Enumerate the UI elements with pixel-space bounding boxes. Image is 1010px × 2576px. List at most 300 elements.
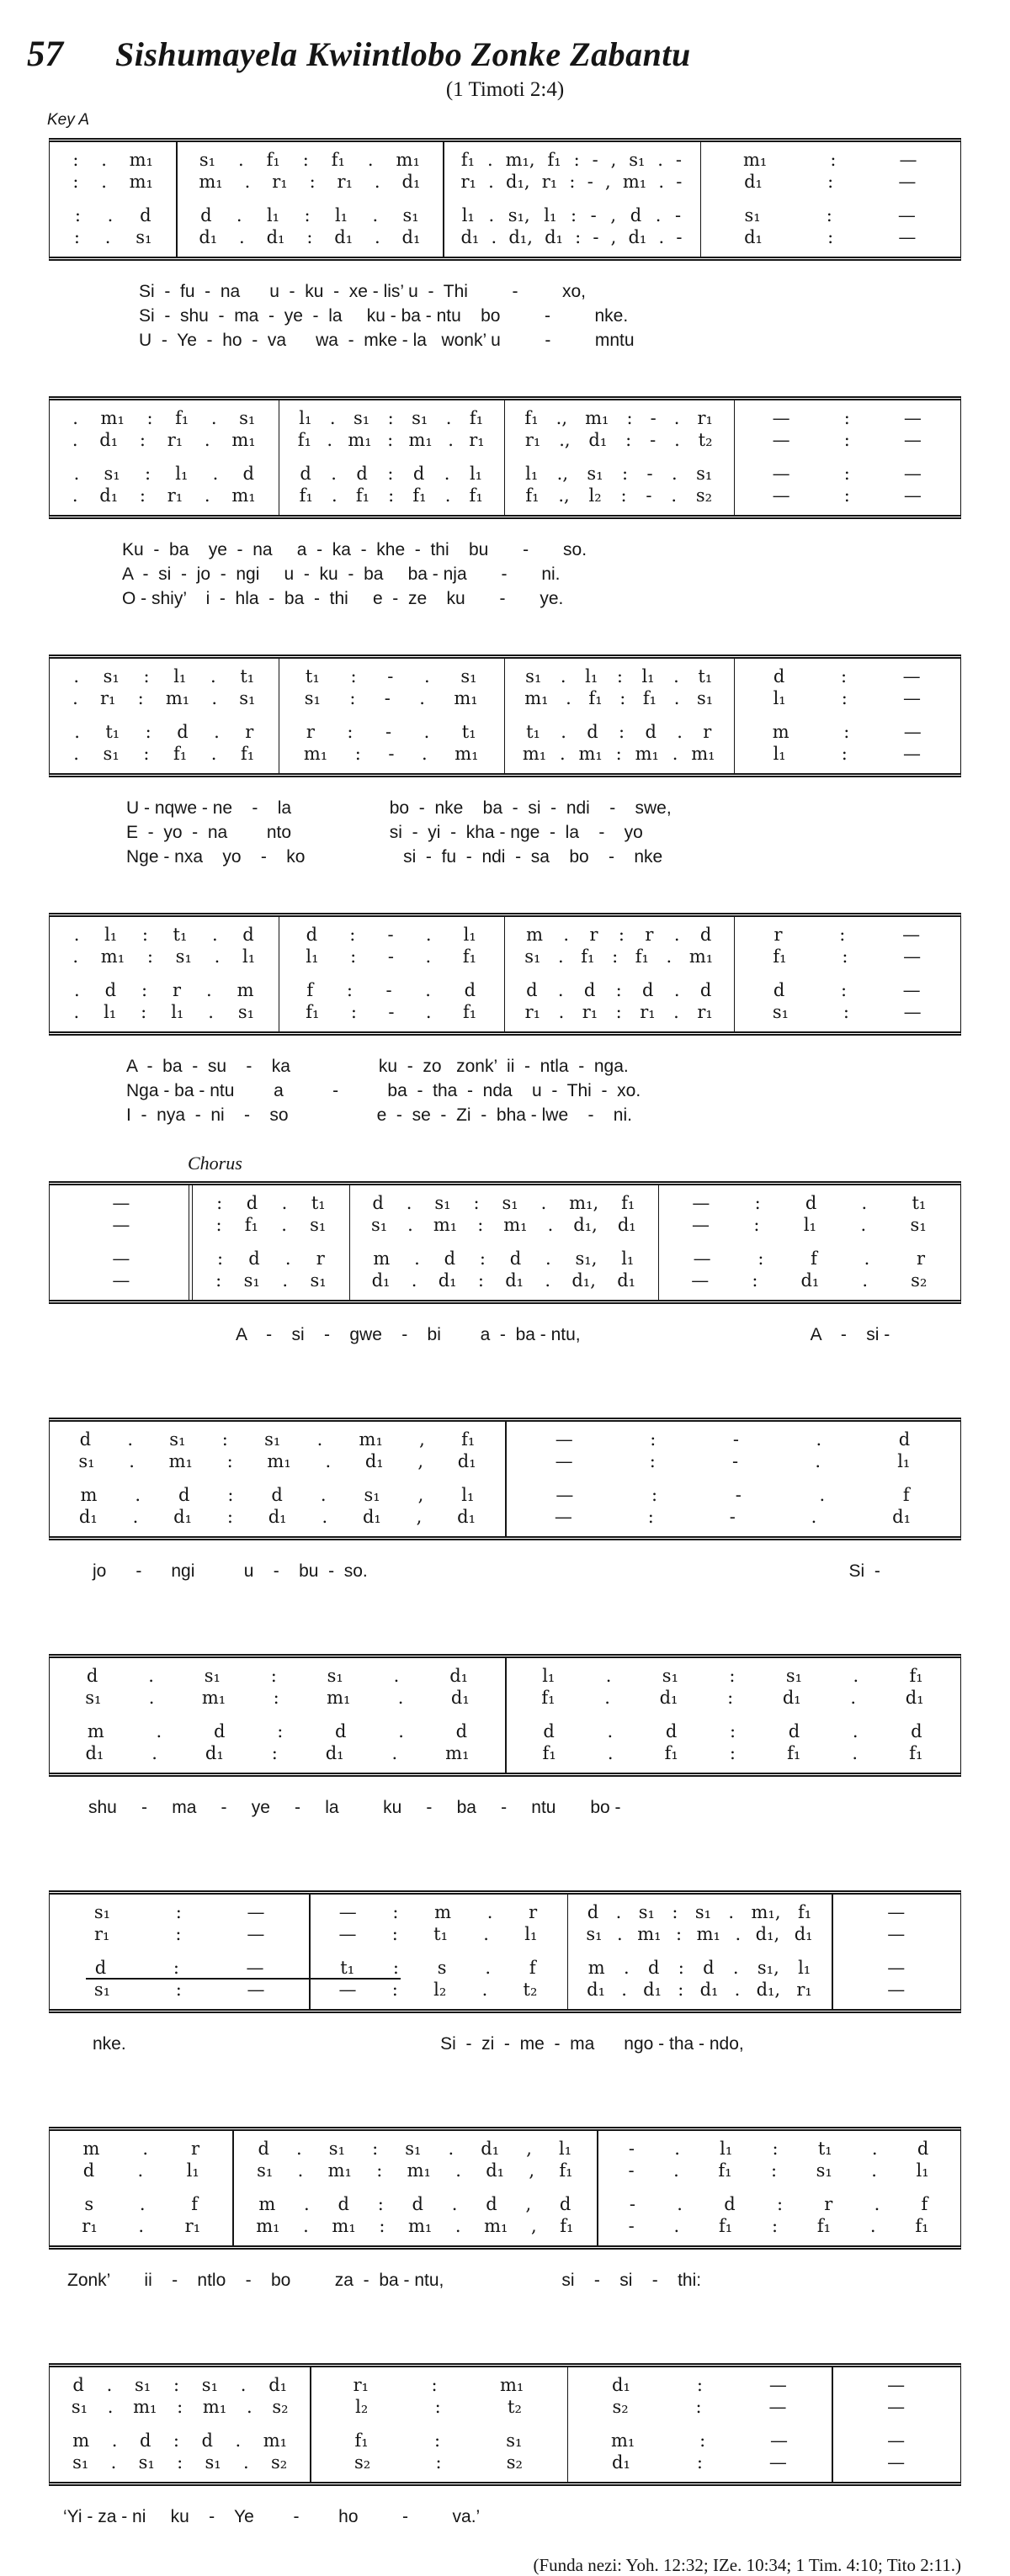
solfa-token: d₁ (505, 1270, 524, 1291)
solfa-token: r₁ (167, 430, 183, 450)
solfa-token: : (729, 1666, 736, 1686)
solfa-token: . (545, 1248, 551, 1269)
solfa-token: r₁ (167, 485, 183, 506)
measure-cell (309, 1979, 566, 2001)
solfa-token: : (302, 150, 309, 170)
solfa-token: — (902, 744, 921, 764)
solfa-token: : (392, 1958, 399, 1978)
solfa-token: . (871, 2160, 877, 2181)
solfa-token: . (212, 925, 218, 945)
solfa-token: r (589, 925, 598, 945)
solfa-token: . (240, 2375, 247, 2395)
measure-cell (443, 149, 699, 171)
solfa-token: . (673, 1002, 679, 1022)
voice-row (50, 171, 960, 193)
measure-cell (232, 2215, 597, 2237)
measure-cell (50, 485, 279, 506)
lyrics (49, 1795, 961, 1820)
solfa-token: f₁ (354, 2430, 369, 2451)
solfa-token: . (375, 227, 380, 247)
measure-cell (734, 687, 960, 709)
bar-line (279, 659, 280, 773)
measure-cell (567, 1901, 832, 1923)
solfa-token: f (811, 1248, 817, 1269)
solfa-token: f (306, 980, 314, 1000)
solfa-token: d₁, (506, 172, 530, 192)
solfa-token: . (246, 2397, 252, 2417)
solfa-token: : (349, 925, 356, 945)
solfa-token: s₁ (310, 1270, 327, 1291)
solfa-token: : (651, 1485, 658, 1505)
solfa-token: l₁ (773, 688, 786, 708)
measure-cell (597, 2160, 960, 2181)
solfa-token: s₁ (744, 205, 761, 225)
solfa-token: r (645, 925, 654, 945)
solfa-token: d (200, 205, 212, 225)
solfa-token: . (559, 744, 566, 764)
solfa-token: . (243, 2452, 249, 2473)
measure-cell (567, 1979, 832, 2001)
solfa-token: l₁ (559, 2139, 572, 2159)
solfa-token: f₁ (547, 150, 561, 170)
solfa-token: d₁ (371, 1270, 391, 1291)
solfa-token: . (871, 2139, 878, 2159)
solfa-token: m (237, 980, 254, 1000)
solfa-token: : (145, 722, 152, 742)
solfa-token: . (296, 2139, 302, 2159)
measure-cell (443, 204, 699, 226)
solfa-token: . (110, 2452, 117, 2473)
solfa-token: s₁, (508, 205, 530, 225)
measure-cell (734, 463, 960, 485)
solfa-token: . (485, 1958, 492, 1978)
solfa-token: . (673, 666, 679, 686)
solfa-token: . (205, 980, 212, 1000)
solfa-token: . (852, 1721, 858, 1741)
measure-cell (349, 1214, 658, 1236)
solfa-token: d (559, 2194, 571, 2214)
solfa-token: t₁ (817, 2139, 832, 2159)
solfa-token: s₁ (586, 1924, 603, 1944)
measure-cell (50, 1001, 279, 1023)
solfa-token: . (74, 722, 80, 742)
solfa-token: . (73, 980, 80, 1000)
solfa-token: m₁ (433, 1215, 458, 1235)
measure-cell (310, 2451, 566, 2473)
solfa-token: : (173, 2430, 179, 2451)
solfa-token: : (143, 744, 150, 764)
solfa-token: . (393, 1666, 400, 1686)
solfa-token: r₁ (640, 1002, 656, 1022)
measure-cell (734, 429, 960, 451)
lyric-line: Nga - ba - ntu a - ba - tha - nda u - Thi - xo. (126, 1081, 641, 1100)
solfa-token: . (282, 1270, 288, 1291)
solfa-token: d₁ (99, 485, 119, 506)
notation-system (49, 1181, 961, 1304)
solfa-token: m₁ (696, 1924, 720, 1944)
solfa-token: m₁ (622, 172, 647, 192)
solfa-token: - (628, 2139, 635, 2159)
verse-block (49, 1890, 961, 2056)
solfa-token: - (675, 205, 682, 225)
solfa-token: d₁ (612, 2452, 630, 2473)
solfa-token: d₁ (449, 1666, 469, 1686)
solfa-token: f (921, 2194, 928, 2214)
solfa-token: . (210, 666, 216, 686)
solfa-token: s₁, (757, 1958, 779, 1978)
measure-cell (832, 2396, 960, 2418)
solfa-token: : (830, 150, 837, 170)
solfa-token: . (107, 2397, 114, 2417)
solfa-token: d₁ (364, 1451, 384, 1471)
verse-block (49, 1654, 961, 1820)
lyrics (49, 2032, 961, 2056)
solfa-token: d₁ (460, 227, 480, 247)
solfa-token: m₁ (100, 408, 125, 428)
solfa-token: f₁ (266, 150, 280, 170)
solfa-token: s₁ (694, 1902, 712, 1922)
lyrics (49, 1054, 961, 1127)
solfa-token: r₁ (93, 1924, 110, 1944)
measure-cell (232, 2160, 597, 2181)
solfa-token: r (173, 980, 182, 1000)
solfa-token: . (874, 2194, 880, 2214)
solfa-token: f₁ (297, 430, 311, 450)
solfa-token: s₁ (103, 666, 120, 686)
solfa-token: d (464, 980, 476, 1000)
solfa-token: t₂ (523, 1980, 538, 2000)
solfa-token: s₁ (405, 2139, 422, 2159)
solfa-token: f₁ (542, 1743, 556, 1763)
voice-row (50, 1248, 960, 1269)
solfa-token: : (72, 172, 79, 192)
solfa-token: . (853, 1666, 859, 1686)
measure-cell (279, 979, 504, 1001)
voice-row (50, 1957, 960, 1979)
measure-cell (50, 171, 176, 193)
solfa-token: - (590, 205, 597, 225)
solfa-token: d₁ (173, 1507, 192, 1527)
lyrics (49, 2268, 961, 2292)
notation-system (49, 655, 961, 777)
measure-cell (232, 2138, 597, 2160)
solfa-token: . (815, 1451, 821, 1471)
measure-cell (504, 743, 734, 765)
lyric-line: U - nqwe - ne - la bo - nke ba - si - ndi - swe, (126, 798, 672, 818)
solfa-token: - (628, 2216, 635, 2236)
solfa-token: . (316, 1429, 323, 1450)
bar-line (734, 659, 736, 773)
solfa-token: . (557, 980, 564, 1000)
chorus-label: Chorus (188, 1153, 242, 1174)
voice-row (50, 2430, 960, 2451)
solfa-token: l₂ (355, 2397, 369, 2417)
measure-cell (50, 149, 176, 171)
bar-line (232, 2131, 234, 2245)
solfa-token: — (692, 1193, 710, 1213)
solfa-token: , (417, 1451, 424, 1471)
solfa-token: - (676, 172, 683, 192)
solfa-token: m₁ (199, 172, 223, 192)
solfa-token: : (177, 2452, 183, 2473)
solfa-token: . (372, 205, 379, 225)
solfa-token: f₁ (331, 150, 345, 170)
solfa-token: m₁ (202, 2397, 227, 2417)
measure-cell (50, 1428, 505, 1450)
solfa-token: — (887, 2430, 906, 2451)
solfa-token: — (112, 1270, 130, 1291)
solfa-token: . (132, 1507, 139, 1527)
measure-cell (832, 2430, 960, 2451)
solfa-token: . (238, 150, 244, 170)
solfa-token: d (911, 1721, 922, 1741)
solfa-token: — (691, 1270, 710, 1291)
solfa-token: - (628, 2160, 635, 2181)
solfa-token: . (850, 1688, 857, 1708)
solfa-token: : (650, 1429, 656, 1450)
solfa-token: - (587, 172, 593, 192)
solfa-token: — (556, 1485, 574, 1505)
solfa-token: f₁ (787, 1743, 801, 1763)
solfa-token: r (529, 1902, 538, 1922)
voice-group (50, 149, 960, 193)
solfa-token: s₁ (264, 1429, 281, 1450)
solfa-token: : (226, 1507, 233, 1527)
voice-group (50, 1192, 960, 1236)
solfa-token: : (392, 1902, 399, 1922)
solfa-token: — (902, 688, 921, 708)
solfa-token: l₁ (773, 744, 786, 764)
solfa-token: . (862, 1270, 869, 1291)
solfa-token: : (146, 946, 153, 967)
solfa-token: : (699, 2430, 706, 2451)
solfa-token: . (673, 2216, 680, 2236)
measure-cell (50, 2138, 232, 2160)
solfa-token: . (677, 722, 683, 742)
measure-cell (50, 665, 279, 687)
measure-cell (658, 1248, 960, 1269)
solfa-token: — (903, 430, 922, 450)
solfa-token: : (173, 1958, 179, 1978)
measure-cell (279, 687, 504, 709)
solfa-token: s₁ (257, 2160, 274, 2181)
solfa-token: . (107, 205, 114, 225)
bar-line (279, 917, 280, 1031)
solfa-token: m₁ (637, 1924, 662, 1944)
solfa-token: f₁ (460, 150, 476, 170)
solfa-token: : (616, 666, 623, 686)
solfa-token: d (140, 205, 152, 225)
solfa-token: , (526, 2139, 532, 2159)
solfa-token: m₁ (100, 946, 125, 967)
solfa-token: — (555, 1451, 573, 1471)
solfa-token: t₁ (305, 666, 320, 686)
solfa-token: f₁ (244, 1215, 258, 1235)
solfa-token: : (215, 1270, 222, 1291)
verse-block (49, 1418, 961, 1583)
solfa-token: : (146, 408, 153, 428)
solfa-token: - (388, 744, 395, 764)
solfa-token: : (350, 946, 357, 967)
solfa-token: l₁ (104, 925, 118, 945)
measure-cell (567, 1957, 832, 1979)
solfa-token: : (141, 1002, 147, 1022)
solfa-token: . (73, 464, 80, 484)
bar-line (505, 1422, 507, 1536)
solfa-token: . (425, 925, 432, 945)
solfa-token: — (772, 430, 790, 450)
solfa-token: l₁ (544, 205, 557, 225)
measure-cell (309, 1957, 566, 1979)
solfa-token: l₁ (173, 666, 187, 686)
solfa-token: l₁ (463, 925, 476, 945)
solfa-token: . (73, 925, 80, 945)
solfa-token: d (338, 2194, 349, 2214)
lyric-line: A - si - jo - ngi u - ku - ba ba - nja - ni. (122, 564, 561, 584)
solfa-token: d₁ (545, 227, 563, 247)
solfa-token: — (112, 1215, 130, 1235)
solfa-token: d₁ (628, 227, 647, 247)
measure-cell (567, 2374, 832, 2396)
measure-cell (50, 2396, 310, 2418)
solfa-token: f₁ (909, 1666, 923, 1686)
measure-cell (504, 429, 734, 451)
measure-cell (734, 485, 960, 506)
solfa-token: - (387, 946, 394, 967)
solfa-token: s (437, 1958, 447, 1978)
solfa-token: m₁ (129, 172, 153, 192)
solfa-token: — (887, 2397, 906, 2417)
bar-line (832, 2367, 833, 2482)
solfa-token: l₁ (542, 1666, 556, 1686)
solfa-token: : (729, 1721, 736, 1741)
solfa-token: : (387, 464, 394, 484)
measure-cell (50, 2451, 310, 2473)
solfa-token: r (245, 722, 254, 742)
measure-cell (504, 924, 734, 946)
solfa-token: . (414, 1248, 420, 1269)
lyric-line: E - yo - na nto si - yi - kha - nge - la - yo (126, 823, 643, 842)
solfa-token: t₂ (698, 430, 713, 450)
measure-cell (279, 407, 504, 429)
solfa-token: m (82, 2139, 100, 2159)
systems (49, 138, 961, 2529)
solfa-token: s₁ (638, 1902, 655, 1922)
measure-cell (50, 1923, 309, 1945)
voice-row (50, 2374, 960, 2396)
solfa-token: s₂ (612, 2397, 629, 2417)
solfa-token: s₁ (460, 666, 477, 686)
voice-row (50, 2451, 960, 2473)
solfa-token: l₂ (433, 1980, 447, 2000)
measure-cell (232, 2193, 597, 2215)
solfa-token: . (448, 2139, 454, 2159)
solfa-token: . (239, 227, 245, 247)
solfa-token: . (621, 1980, 627, 2000)
solfa-token: - (385, 980, 392, 1000)
solfa-token: d (642, 980, 654, 1000)
solfa-token: f₁ (355, 485, 370, 506)
solfa-token: : (573, 150, 580, 170)
solfa-token: s₁ (434, 1193, 451, 1213)
solfa-token: d₁ (794, 1924, 813, 1944)
solfa-token: d₁ (266, 227, 285, 247)
solfa-token: - (732, 1429, 740, 1450)
solfa-token: s₁ (328, 2139, 345, 2159)
bar-line (597, 2131, 598, 2245)
solfa-token: d (486, 2194, 497, 2214)
solfa-token: : (139, 430, 146, 450)
solfa-token: f₁ (559, 2160, 573, 2181)
solfa-token: , (610, 205, 617, 225)
solfa-token: : (349, 688, 356, 708)
solfa-token: d₁ (268, 1507, 287, 1527)
solfa-token: : (842, 946, 848, 967)
solfa-token: d (587, 722, 598, 742)
solfa-token: . (101, 172, 107, 192)
solfa-token: . (327, 430, 332, 450)
solfa-token: ., (556, 464, 569, 484)
solfa-token: — (887, 2452, 906, 2473)
solfa-token: . (673, 688, 680, 708)
measure-cell (50, 1269, 193, 1291)
bar-line (505, 1658, 507, 1773)
solfa-token: . (816, 1429, 822, 1450)
lyric-line: Si - shu - ma - ye - la ku - ba - ntu bo - nke. (139, 306, 629, 326)
measure-cell (50, 1506, 505, 1528)
solfa-token: : (477, 1215, 484, 1235)
solfa-token: d₁ (457, 1507, 476, 1527)
solfa-token: f₁ (797, 1902, 812, 1922)
solfa-token: . (561, 722, 566, 742)
measure-cell (309, 1901, 566, 1923)
solfa-token: d₁ (486, 2160, 505, 2181)
solfa-token: s₁ (239, 688, 256, 708)
solfa-token: . (148, 1688, 155, 1708)
solfa-token: . (604, 1688, 610, 1708)
voice-row (50, 1192, 960, 1214)
measure-cell (50, 946, 279, 967)
solfa-token: s₁ (93, 1902, 111, 1922)
solfa-token: s₁ (696, 464, 713, 484)
solfa-token: : (346, 980, 353, 1000)
solfa-token: . (142, 2139, 149, 2159)
solfa-token: : (843, 485, 850, 506)
solfa-token: d₁ (800, 1270, 820, 1291)
solfa-token: f₁ (175, 408, 189, 428)
bar-line (832, 1895, 833, 2009)
measure-cell (176, 149, 443, 171)
solfa-token: : (647, 1507, 654, 1527)
solfa-token: d₁ (892, 1507, 912, 1527)
solfa-token: d (699, 980, 712, 1000)
measure-cell (734, 743, 960, 765)
solfa-token: — (338, 1924, 357, 1944)
solfa-token: — (887, 1902, 906, 1922)
measure-cell (504, 463, 734, 485)
solfa-token: — (887, 1980, 906, 2000)
solfa-token: : (270, 1666, 277, 1686)
solfa-token: — (768, 2397, 787, 2417)
double-bar-line (189, 1185, 193, 1300)
solfa-token: d (630, 205, 642, 225)
solfa-token: : (840, 666, 848, 686)
solfa-token: - (646, 485, 652, 506)
solfa-token: — (903, 946, 922, 967)
measure-cell (50, 2215, 232, 2237)
solfa-token: d (788, 1721, 800, 1741)
measure-cell (50, 1687, 505, 1709)
